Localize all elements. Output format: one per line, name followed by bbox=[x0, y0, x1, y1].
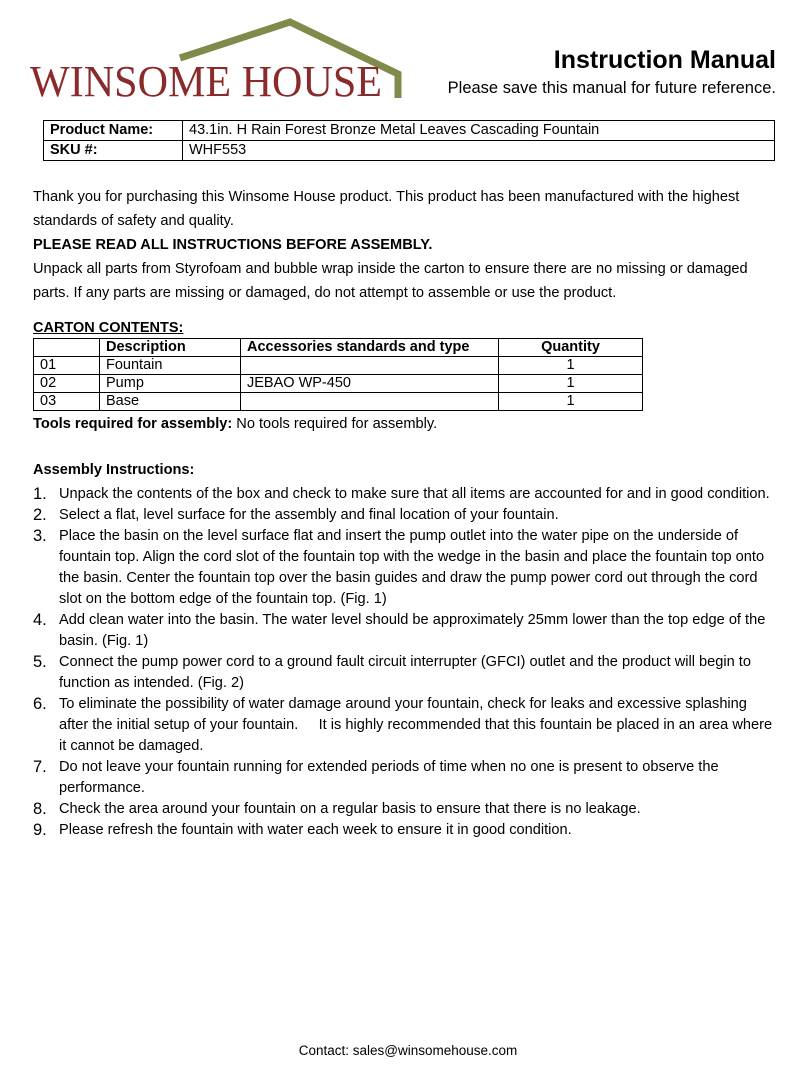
carton-contents-table bbox=[33, 338, 643, 411]
step-text: Add clean water into the basin. The water level should be approximately 25mm lower than the top edge of the basin. (Fig. 1) bbox=[59, 612, 766, 649]
table-cell: Fountain bbox=[100, 357, 241, 375]
table-cell: 1 bbox=[499, 375, 643, 393]
intro-section bbox=[33, 185, 778, 305]
table-cell: 01 bbox=[34, 357, 100, 375]
column-header: Accessories standards and type bbox=[241, 339, 499, 357]
step-text: Unpack the contents of the box and check to make sure that all items are accounted for and in good condition. bbox=[59, 486, 770, 502]
step-number: 8. bbox=[33, 800, 47, 818]
thanks-paragraph: Thank you for purchasing this Winsome House product. This product has been manufactured with the highest standards of safety and quality. bbox=[33, 189, 740, 229]
step-number: 4. bbox=[33, 611, 47, 629]
table-cell: 1 bbox=[499, 393, 643, 411]
table-header-row bbox=[34, 339, 643, 357]
step-number: 3. bbox=[33, 527, 47, 545]
column-header bbox=[34, 339, 100, 357]
logo-text: WINSOME HOUSE bbox=[30, 57, 382, 104]
read-all-notice: PLEASE READ ALL INSTRUCTIONS BEFORE ASSEMBLY. bbox=[33, 237, 433, 253]
sku-label: SKU #: bbox=[44, 141, 183, 161]
step-number: 6. bbox=[33, 695, 47, 713]
step-text: Do not leave your fountain running for extended periods of time when no one is present to observe the performance. bbox=[59, 759, 719, 796]
list-item bbox=[33, 484, 775, 505]
step-number: 1. bbox=[33, 485, 47, 503]
table-cell bbox=[241, 393, 499, 411]
table-row bbox=[44, 121, 775, 141]
product-name-value: 43.1in. H Rain Forest Bronze Metal Leaves Cascading Fountain bbox=[183, 121, 775, 141]
tools-required bbox=[33, 416, 437, 432]
footer-contact: Contact: sales@winsomehouse.com bbox=[298, 1043, 518, 1058]
table-cell: JEBAO WP-450 bbox=[241, 375, 499, 393]
table-row bbox=[34, 393, 643, 411]
list-item bbox=[33, 757, 775, 799]
step-text: To eliminate the possibility of water damage around your fountain, check for leaks and excessive splashing after the initial setup of your fountain. It is highly recommended that this fountain be placed in an area where it cannot be damaged. bbox=[59, 696, 777, 754]
list-item bbox=[33, 820, 775, 841]
table-cell: Pump bbox=[100, 375, 241, 393]
step-text: Place the basin on the level surface flat and insert the pump outlet into the water pipe on the underside of fountain top. Align the cord slot of the fountain top with the wedge in the basin and place the fountain top onto the basin. Center the fountain top over the basin guides and draw the pump power cord out through the cord slot on the bottom edge of the fountain top. (Fig. 1) bbox=[59, 528, 765, 607]
column-header: Description bbox=[100, 339, 241, 357]
assembly-steps-list bbox=[33, 484, 775, 841]
carton-contents-title: CARTON CONTENTS: bbox=[33, 320, 184, 336]
step-text: Select a flat, level surface for the assembly and final location of your fountain. bbox=[59, 507, 559, 523]
table-row bbox=[34, 375, 643, 393]
document-subtitle: Please save this manual for future reference. bbox=[447, 79, 776, 97]
step-text: Please refresh the fountain with water each week to ensure it in good condition. bbox=[59, 822, 572, 838]
assembly-title: Assembly Instructions: bbox=[33, 462, 195, 478]
sku-value: WHF553 bbox=[183, 141, 775, 161]
house-logo-icon bbox=[30, 18, 402, 104]
table-cell: Base bbox=[100, 393, 241, 411]
step-number: 9. bbox=[33, 821, 47, 839]
table-cell bbox=[241, 357, 499, 375]
product-info-table bbox=[43, 120, 775, 161]
unpack-paragraph: Unpack all parts from Styrofoam and bubble wrap inside the carton to ensure there are no missing or damaged parts. If any parts are missing or damaged, do not attempt to assemble or use the product. bbox=[33, 261, 748, 301]
brand-logo bbox=[30, 18, 402, 104]
list-item bbox=[33, 505, 775, 526]
list-item bbox=[33, 652, 775, 694]
step-number: 5. bbox=[33, 653, 47, 671]
tools-value: No tools required for assembly. bbox=[232, 416, 438, 432]
list-item bbox=[33, 799, 775, 820]
list-item bbox=[33, 694, 775, 757]
list-item bbox=[33, 610, 775, 652]
table-row bbox=[34, 357, 643, 375]
table-row bbox=[44, 141, 775, 161]
column-header: Quantity bbox=[499, 339, 643, 357]
document-title: Instruction Manual bbox=[553, 46, 776, 74]
step-number: 2. bbox=[33, 506, 47, 524]
table-cell: 02 bbox=[34, 375, 100, 393]
product-name-label: Product Name: bbox=[44, 121, 183, 141]
list-item bbox=[33, 526, 775, 610]
step-number: 7. bbox=[33, 758, 47, 776]
table-cell: 1 bbox=[499, 357, 643, 375]
step-text: Connect the pump power cord to a ground fault circuit interrupter (GFCI) outlet and the product will begin to function as intended. (Fig. 2) bbox=[59, 654, 751, 691]
step-text: Check the area around your fountain on a regular basis to ensure that there is no leakage. bbox=[59, 801, 641, 817]
tools-label: Tools required for assembly: bbox=[33, 416, 233, 432]
table-cell: 03 bbox=[34, 393, 100, 411]
